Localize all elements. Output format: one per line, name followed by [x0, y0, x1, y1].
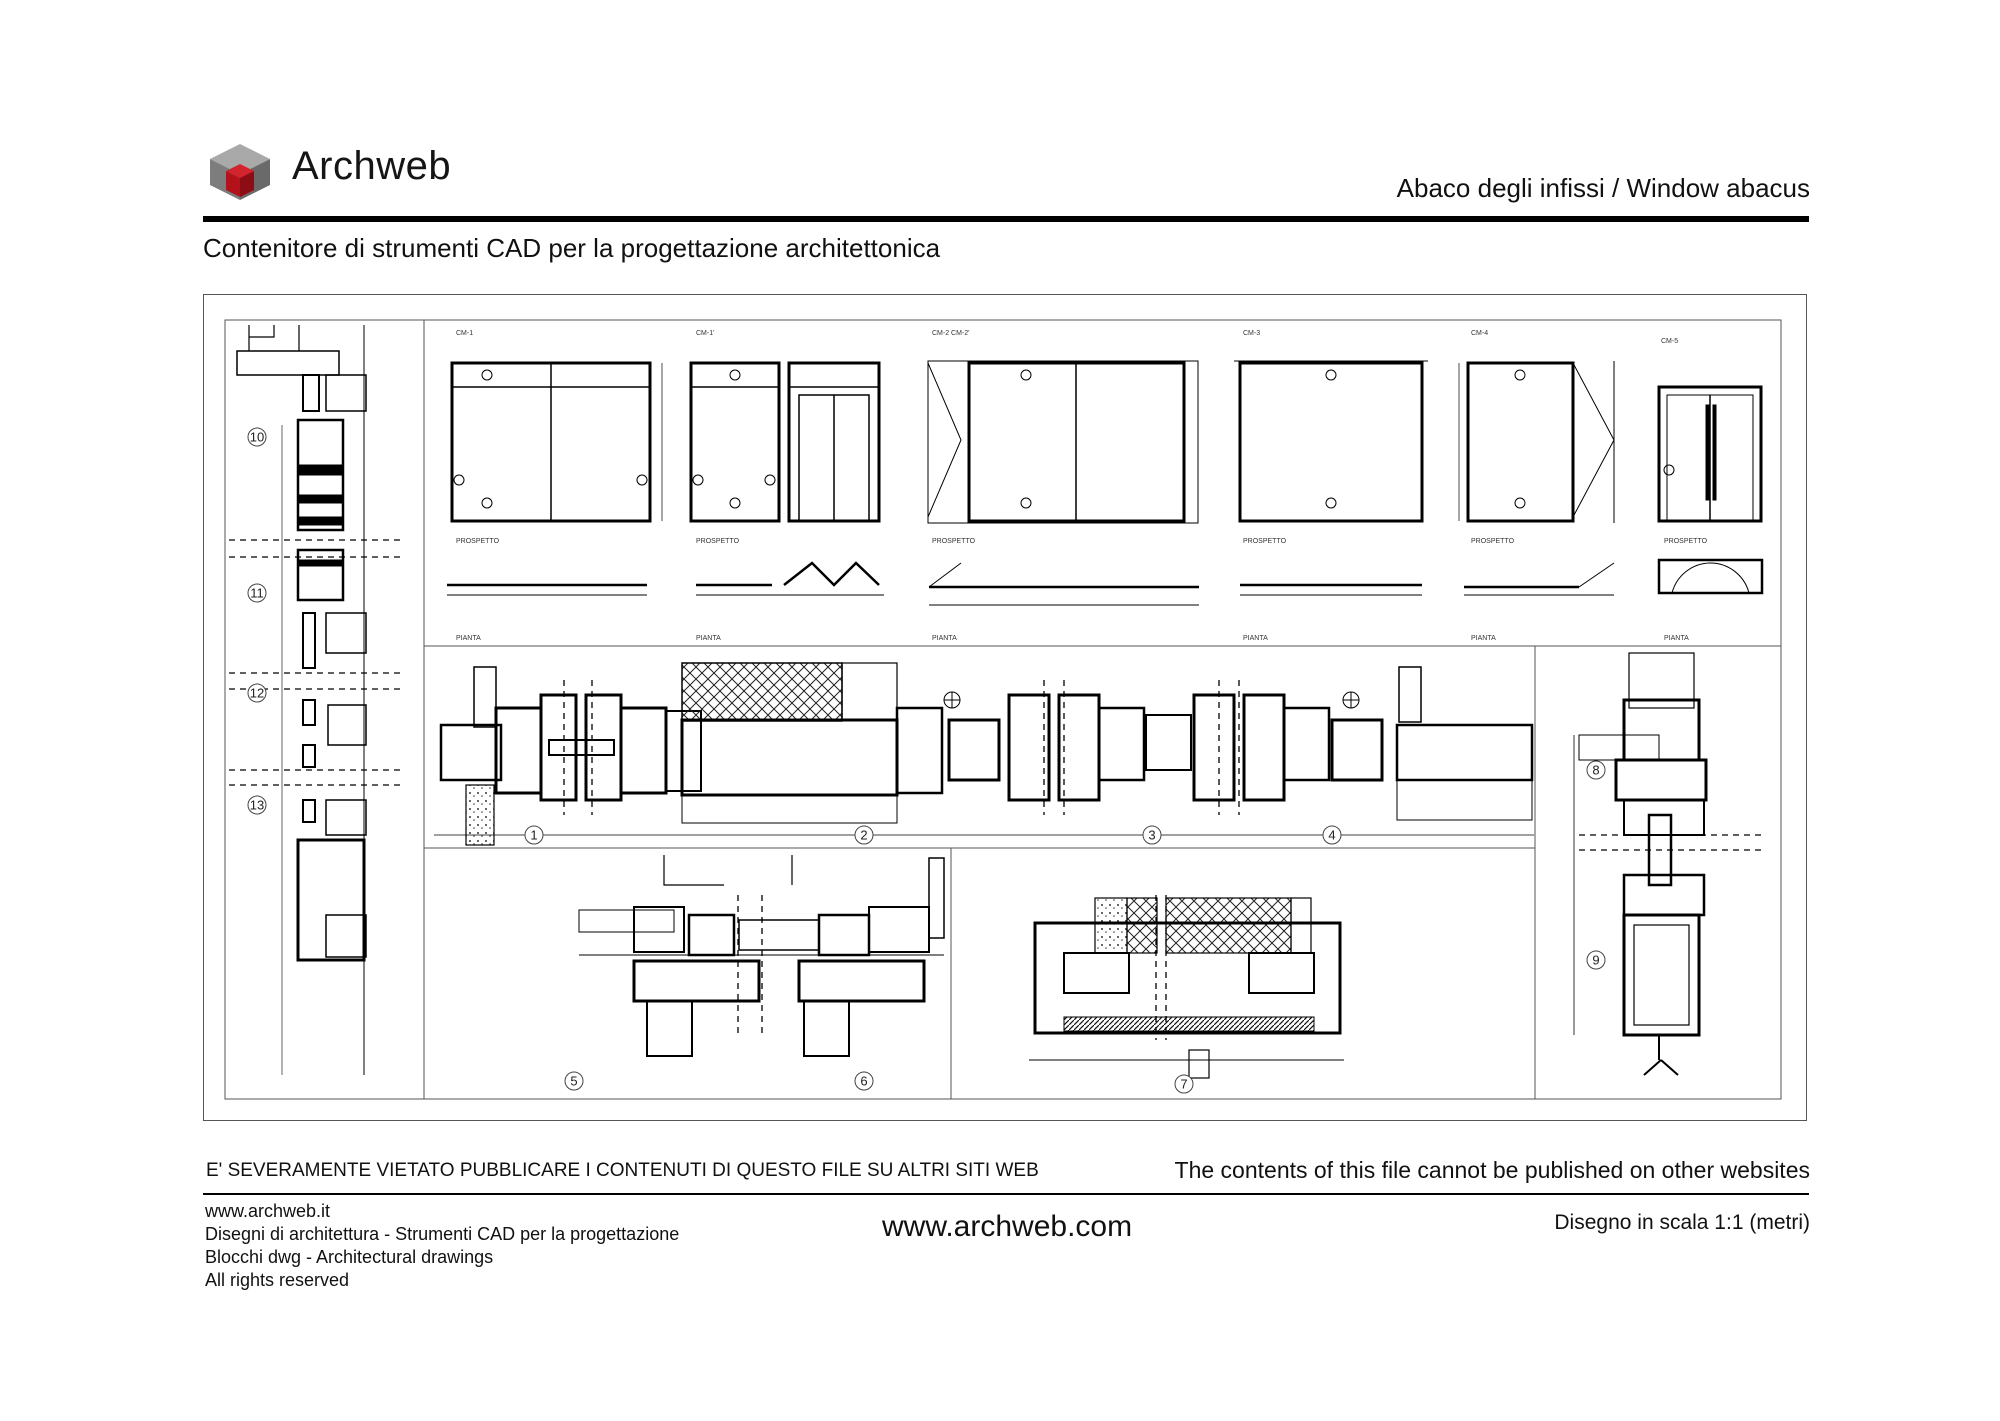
header-rule — [203, 216, 1809, 222]
label-prospetto: PROSPETTO — [932, 538, 976, 545]
copyright-notice-en: The contents of this file cannot be published on other websites — [1174, 1157, 1810, 1183]
label-pianta: PIANTA — [1243, 635, 1268, 642]
detail-number: 11 — [250, 585, 264, 601]
footer-rule — [203, 1193, 1809, 1195]
label-prospetto: PROSPETTO — [456, 538, 500, 545]
label-prospetto: PROSPETTO — [1243, 538, 1287, 545]
section-5-6 — [579, 855, 944, 1056]
archweb-logo-icon — [208, 142, 272, 202]
detail-number: 12 — [249, 685, 265, 701]
label-cm-3: CM-3 — [1243, 330, 1261, 337]
copyright-notice-it: E' SEVERAMENTE VIETATO PUBBLICARE I CONTENUTI DI QUESTO FILE SU ALTRI SITI WEB — [206, 1160, 1039, 1181]
label-cm-2: CM-2 CM-2' — [932, 330, 970, 337]
label-cm-1b: CM-1' — [696, 330, 715, 337]
detail-number: 9 — [1592, 952, 1600, 968]
label-pianta: PIANTA — [1664, 635, 1689, 642]
detail-number: 1 — [530, 827, 538, 843]
section-frames — [225, 320, 1781, 1099]
label-cm-1: CM-1 — [456, 330, 474, 337]
detail-number: 7 — [1180, 1076, 1188, 1092]
detail-number: 13 — [249, 797, 265, 813]
label-pianta: PIANTA — [456, 635, 481, 642]
detail-numbers — [248, 428, 1605, 1093]
label-prospetto: PROSPETTO — [1471, 538, 1515, 545]
brand-name: Archweb — [292, 144, 452, 188]
page-title: Abaco degli infissi / Window abacus — [1396, 173, 1810, 203]
horizontal-sections — [434, 663, 1534, 845]
detail-number: 5 — [570, 1073, 578, 1089]
elevations — [447, 361, 1762, 605]
footer-url-link[interactable]: www.archweb.com — [882, 1210, 1133, 1243]
label-cm-5: CM-5 — [1661, 338, 1679, 345]
footer-credits — [205, 1200, 679, 1292]
label-cm-4: CM-4 — [1471, 330, 1489, 337]
detail-number: 6 — [860, 1073, 868, 1089]
footer-line: All rights reserved — [205, 1270, 350, 1290]
detail-number: 2 — [860, 827, 868, 843]
detail-number: 8 — [1592, 762, 1600, 778]
footer-line: Blocchi dwg - Architectural drawings — [205, 1247, 494, 1267]
label-pianta: PIANTA — [696, 635, 721, 642]
footer-site-link[interactable]: www.archweb.it — [205, 1201, 331, 1221]
detail-number: 10 — [249, 429, 265, 445]
detail-number: 4 — [1328, 827, 1336, 843]
page-subtitle: Contenitore di strumenti CAD per la progettazione architettonica — [203, 233, 941, 263]
section-7 — [1029, 895, 1344, 1078]
label-pianta: PIANTA — [932, 635, 957, 642]
detail-number: 3 — [1148, 827, 1156, 843]
label-prospetto: PROSPETTO — [1664, 538, 1708, 545]
scale-note: Disegno in scala 1:1 (metri) — [1554, 1211, 1810, 1234]
label-prospetto: PROSPETTO — [696, 538, 740, 545]
cad-drawing — [204, 295, 1806, 1120]
footer-line: Disegni di architettura - Strumenti CAD per la progettazione — [205, 1224, 680, 1244]
label-pianta: PIANTA — [1471, 635, 1496, 642]
drawing-frame — [203, 294, 1807, 1121]
section-8-9 — [1574, 653, 1764, 1075]
